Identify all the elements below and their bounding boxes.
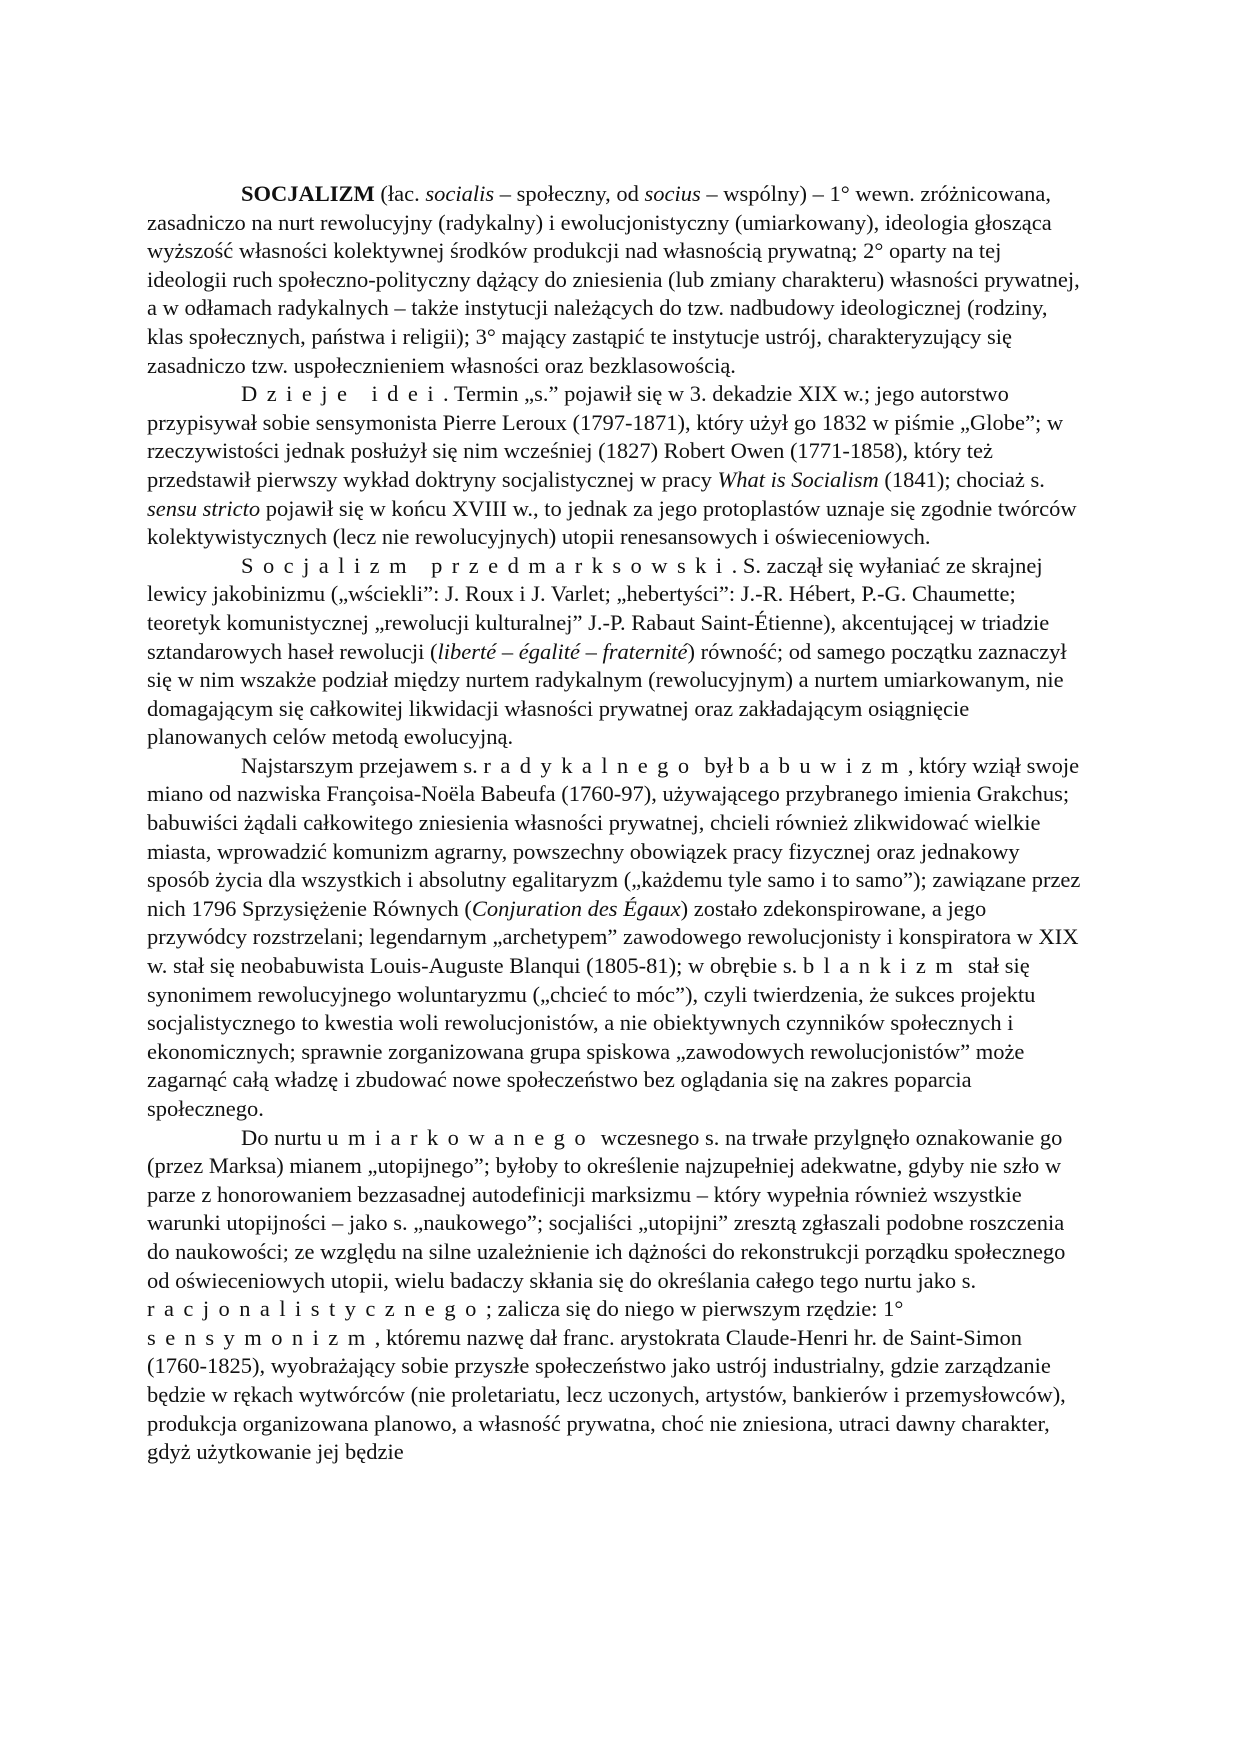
text-run: Do nurtu — [241, 1124, 328, 1150]
french-motto: liberté – égalité – fraternité — [437, 638, 688, 664]
paragraph-premarxist — [147, 552, 1087, 752]
paragraph-history — [147, 380, 1087, 552]
text-run: (1841); chociaż s. — [878, 466, 1045, 492]
text-run: wczesnego s. na trwałe przylgnęło oznakowanie go (przez Marksa) mianem „utopijnego”; byłoby to określenie najzupełniej adekwatne, gdyby nie szło w parze z honorowaniem bezzasadnej autodefinicji marksizmu – który wypełnia również wszystkie warunki utopijności – jako s. „naukowego”; socjaliści „utopijni” zresztą zgłaszali podobne roszczenia do naukowości; ze względu na silne uzależnienie ich dążności do rekonstrukcji porządku społecznego od oświeceniowych utopii, wielu badaczy skłania się do określania całego tego nurtu jako s. — [147, 1124, 1066, 1293]
paragraph-moderate — [147, 1124, 1087, 1467]
text-run: ; zalicza się do niego w pierwszym rzędzie: 1° — [485, 1296, 904, 1322]
spaced-term: umiarkowanego — [327, 1124, 596, 1150]
spaced-term: blankizm — [802, 953, 963, 979]
text-run: , który wziął swoje miano od nazwiska Françoisa-Noëla Babeufa (1760-97), używającego przybranego imienia Grakchus; babuwiści żądali całkowitego zniesienia własności prywatnej, chcieli również zlikwidować wielkie miasta, wprowadzić komunizm agrarny, powszechny obowiązek pracy fizycznej oraz jednakowy sposób życia dla wszystkich i absolutny egalitaryzm („każdemu tyle samo i to samo”); zawiązane przez nich 1796 Sprzysiężenie Równych ( — [147, 752, 1081, 921]
latin-term: socius — [644, 181, 701, 206]
spaced-term: babuwizm — [738, 752, 908, 778]
text-run: ) zostało zdekonspirowane, a jego przywódcy rozstrzelani; legendarnym „archetypem” zawodowego rewolucjonisty i konspiratora w XIX w. stał się neobabuwista Louis-Auguste Blanqui (1805-81); w obrębie s. — [147, 895, 1079, 979]
text-run: (łac. — [374, 181, 426, 206]
paragraph-definition — [147, 180, 1087, 380]
article-body — [147, 180, 1087, 1467]
text-run: był — [698, 752, 739, 778]
spaced-term: sensymonizm — [147, 1324, 375, 1350]
text-run: stał się synonimem rewolucyjnego woluntaryzmu („chcieć to móc”), czyli twierdzenia, że sukces projektu socjalistycznego to kwestia woli rewolucjonistów, a nie obiektywnych czynników społecznych i ekonomicznych; sprawnie zorganizowana grupa spiskowa „zawodowych rewolucjonistów” może zagarnąć całą władzę i zbudować nowe społeczeństwo bez oglądania się na zakres poparcia społecznego. — [147, 953, 1036, 1121]
paragraph-radical — [147, 752, 1087, 1124]
text-run: ) równość; od samego początku zaznaczył się w nim wszakże podział między nurtem radykalnym (rewolucyjnym) a nurtem umiarkowanym, nie domagającym się całkowitej likwidacji własności prywatnej oraz zakładającym osiągnięcie planowanych celów metodą ewolucyjną. — [147, 638, 1067, 750]
latin-term: socialis — [425, 181, 495, 206]
section-heading: Dzieje idei — [241, 381, 444, 407]
text-run: – społeczny, od — [494, 181, 645, 206]
section-heading: Socjalizm przedmarksowski — [241, 552, 732, 578]
text-run: . Termin „s.” pojawił się w 3. dekadzie XIX w.; jego autorstwo przypisywał sobie sensymonista Pierre Leroux (1797-1871), który użył go 1832 w piśmie „Globe”; w rzeczywistości jednak posłużył się nim wcześniej (1827) Robert Owen (1771-1858), który też przedstawił pierwszy wykład doktryny socjalistycznej w pracy — [147, 381, 1064, 492]
headword: SOCJALIZM — [241, 181, 375, 206]
text-run: , któremu nazwę dał franc. arystokrata Claude-Henri hr. de Saint-Simon (1760-1825), wyobrażający sobie przyszłe społeczeństwo jako ustrój industrialny, gdzie zarządzanie będzie w rękach wytwórców (nie proletariatu, lecz uczonych, artystów, bankierów i przemysłowców), produkcja organizowana planowo, a własność prywatna, choć nie zniesiona, utraci dawny charakter, gdyż użytkowanie jej będzie — [147, 1324, 1066, 1465]
french-term: Conjuration des Égaux — [471, 895, 681, 921]
text-run: – wspólny) – 1° wewn. zróżnicowana, zasadniczo na nurt rewolucyjny (radykalny) i ewolucjonistyczny (umiarkowany), ideologia głosząca wyższość własności kolektywnej środków produkcji nad własnością prywatną; 2° oparty na tej ideologii ruch społeczno-polityczny dążący do zniesienia (lub zmiany charakteru) własności prywatnej, a w odłamach radykalnych – także instytucji należących do tzw. nadbudowy ideologicznej (rodziny, klas społecznych, państwa i religii); 3° mający zastąpić te instytucje ustrój, charakteryzujący się zasadniczo tzw. uspołecznieniem własności oraz bezklasowością. — [147, 181, 1080, 378]
spaced-term: radykalnego — [483, 752, 699, 778]
latin-term: sensu stricto — [147, 495, 261, 521]
work-title: What is Socialism — [717, 466, 879, 492]
text-run: Najstarszym przejawem s. — [241, 752, 484, 778]
text-run: pojawił się w końcu XVIII w., to jednak za jego protoplastów uznaje się zgodnie twórców kolektywistycznych (lecz nie rewolucyjnych) utopii renesansowych i oświeceniowych. — [147, 495, 1077, 550]
spaced-term: racjonalistycznego — [147, 1296, 486, 1322]
text-run: . S. zaczął się wyłaniać ze skrajnej lewicy jakobinizmu („wściekli”: J. Roux i J. Varlet; „hebertyści”: J.-R. Hébert, P.-G. Chaumette; teoretyk komunistycznej „rewolucji kulturalnej” J.-P. Rabaut Saint-Étienne), akcentującej w triadzie sztandarowych haseł rewolucji ( — [147, 552, 1050, 664]
